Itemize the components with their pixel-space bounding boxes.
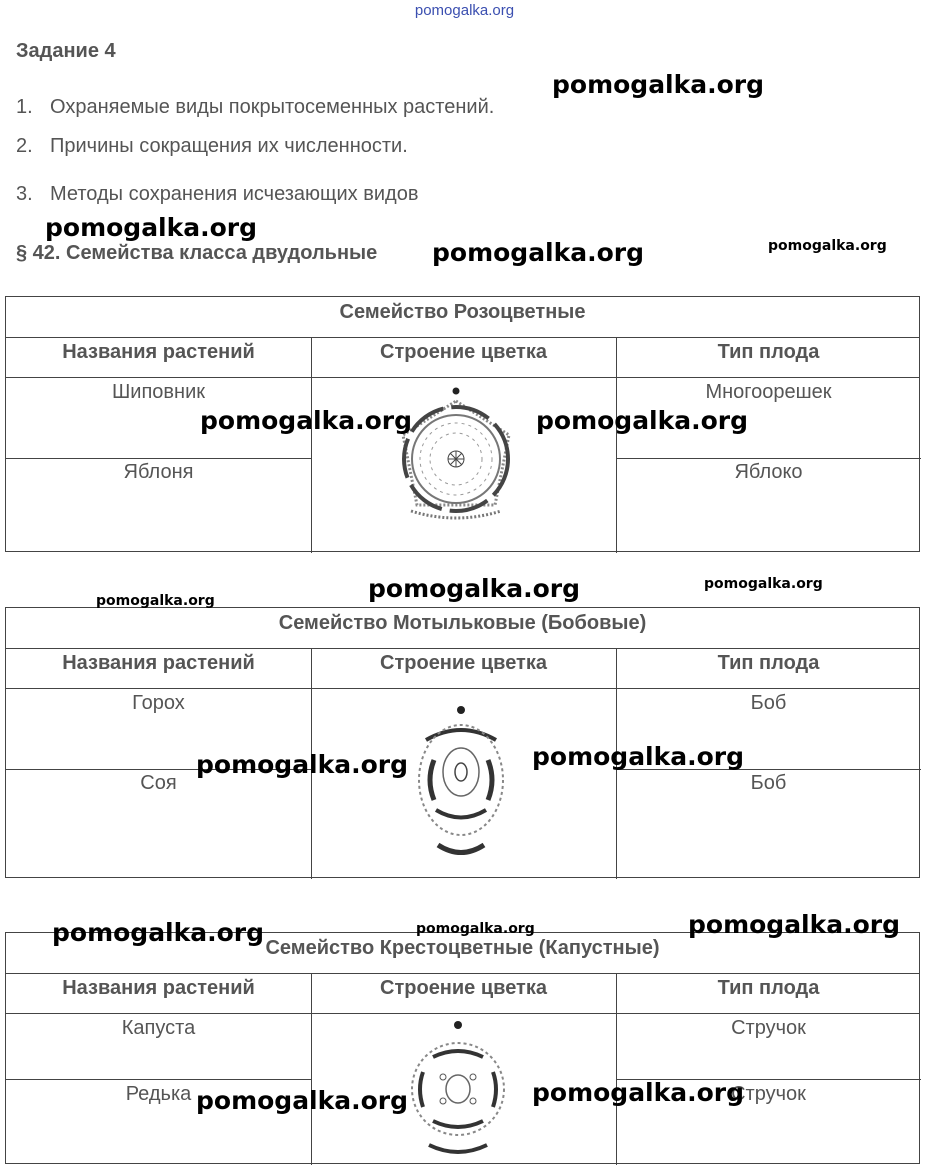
col-header-fruit: Тип плода — [717, 341, 820, 363]
watermark-text: pomogalka.org — [532, 742, 745, 771]
watermark-text: pomogalka.org — [532, 1078, 745, 1107]
task-item — [16, 135, 408, 158]
legume-flower-diagram — [406, 700, 516, 860]
task-item-number: 1. — [16, 96, 33, 118]
watermark-text: pomogalka.org — [196, 1086, 409, 1115]
watermark-text: pomogalka.org — [416, 921, 535, 937]
fruit-type: Стручок — [731, 1083, 806, 1105]
plant-name: Соя — [140, 772, 177, 794]
plant-name: Яблоня — [123, 461, 194, 483]
watermark-text: pomogalka.org — [96, 593, 215, 609]
watermark-text: pomogalka.org — [52, 918, 265, 947]
family-title: Семейство Крестоцветные (Капустные) — [265, 937, 660, 959]
family-title: Семейство Мотыльковые (Бобовые) — [278, 612, 647, 634]
watermark-text: pomogalka.org — [196, 750, 409, 779]
plant-name: Горох — [132, 692, 185, 714]
task-item-text: Причины сокращения их численности. — [50, 135, 408, 157]
plant-name: Редька — [125, 1083, 192, 1105]
watermark-text: pomogalka.org — [432, 238, 645, 267]
watermark-text: pomogalka.org — [45, 213, 258, 242]
family-title: Семейство Розоцветные — [339, 301, 586, 323]
fruit-type: Боб — [750, 772, 787, 794]
col-header-fruit: Тип плода — [717, 652, 820, 674]
cruciferous-flower-diagram — [403, 1017, 513, 1162]
col-header-plants: Названия растений — [62, 341, 255, 363]
fruit-type: Стручок — [731, 1017, 806, 1039]
plant-name: Капуста — [121, 1017, 196, 1039]
family-table-fabaceae — [5, 607, 920, 878]
top-site-link[interactable]: pomogalka.org — [414, 2, 515, 19]
task-item-text: Методы сохранения исчезающих видов — [50, 183, 419, 205]
family-table-rosaceae — [5, 296, 920, 552]
watermark-text: pomogalka.org — [768, 238, 887, 254]
watermark-text: pomogalka.org — [368, 574, 581, 603]
col-header-plants: Названия растений — [62, 977, 255, 999]
watermark-text: pomogalka.org — [552, 70, 765, 99]
watermark-text: pomogalka.org — [536, 406, 749, 435]
fruit-type: Яблоко — [734, 461, 803, 483]
task-item — [16, 96, 494, 119]
task-item-number: 3. — [16, 183, 33, 205]
fruit-type: Многоорешек — [705, 381, 832, 403]
col-header-flower: Строение цветка — [380, 977, 547, 999]
plant-name: Шиповник — [111, 381, 206, 403]
watermark-text: pomogalka.org — [704, 576, 823, 592]
col-header-flower: Строение цветка — [380, 341, 547, 363]
task-item-text: Охраняемые виды покрытосеменных растений. — [50, 96, 495, 118]
family-table-brassicaceae — [5, 932, 920, 1164]
col-header-fruit: Тип плода — [717, 977, 820, 999]
task-item — [16, 183, 418, 206]
watermark-text: pomogalka.org — [200, 406, 413, 435]
watermark-text: pomogalka.org — [688, 910, 901, 939]
task-item-number: 2. — [16, 135, 33, 157]
fruit-type: Боб — [750, 692, 787, 714]
section-title: § 42. Семейства класса двудольные — [16, 242, 378, 264]
task-title: Задание 4 — [16, 40, 116, 62]
col-header-plants: Названия растений — [62, 652, 255, 674]
col-header-flower: Строение цветка — [380, 652, 547, 674]
